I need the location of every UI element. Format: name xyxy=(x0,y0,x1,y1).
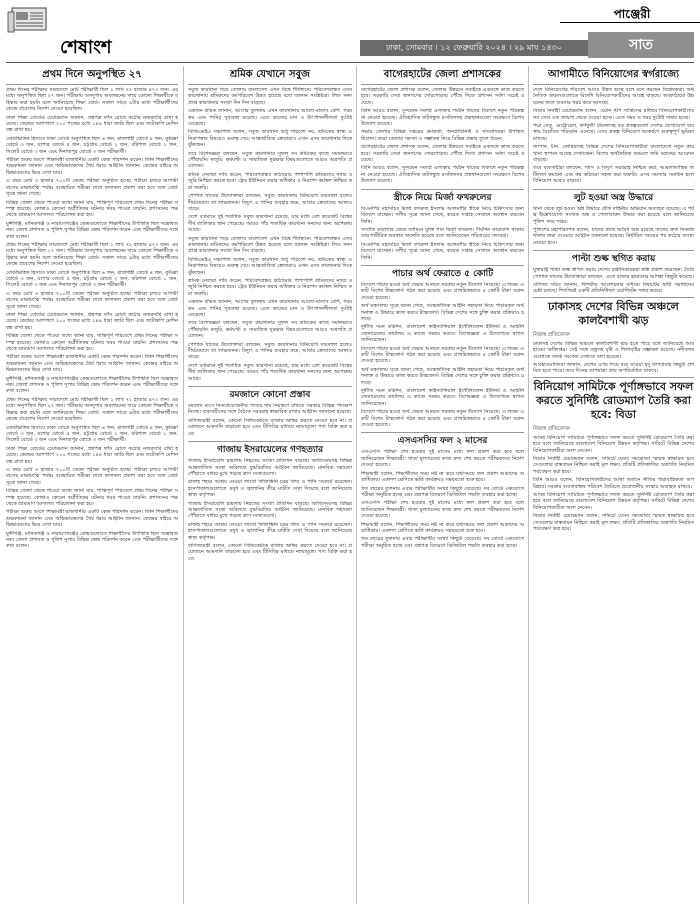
article-paragraph: শিক্ষামন্ত্রী বলেন, শিক্ষার্থীদের সময় নষ্ট না করে যথাসময়ে ফল প্রকাশ আমাদের অগ্রাধিকার। একাদশ শ্রেণিতে ভর্তি কার্যক্রমও সময়মতো শুরু হবে। xyxy=(361,470,524,484)
article-paragraph: যুক্তরাষ্ট্র পাল্টা শুল্ক স্থগিত করায় দেশের রপ্তানিকারকরা স্বস্তি প্রকাশ করেছেন। তৈরি পোশাক খাতের উদ্যোক্তারা বলছেন, এতে বাজার হারানোর আশঙ্কা কিছুটা কমেছে। xyxy=(533,267,694,280)
article-subheadline: এসএসসির ফল ২ মাসের xyxy=(361,432,524,447)
article-paragraph: পোশাক খাতের উদ্যোক্তারা বলছেন, সবুজ কারখানায় বিনিয়োগ ব্যয়বহুল হলেও দীর্ঘমেয়াদে তা লাভজনক। বিদ্যুৎ ও পানির ব্যবহার কমে, আবার ক্রেতাদের আস্থাও বাড়ে। xyxy=(188,341,352,361)
article-paragraph: প্রথম দিনের পরীক্ষায় সারাদেশে মোট পরীক্ষার্থী ছিল ১ লাখ ৭২ হাজার ৪৭৩ জন। এর মধ্যে অনুপস্থিত ছিল ২৭ জন। পরীক্ষায় অসদুপায় অবলম্বনের দায়ে কোনো শিক্ষার্থীকে বহিষ্কার করা হয়নি বলে জানিয়েছে শিক্ষা বোর্ড। সকাল সাড়ে ৯টার মধ্যে পরীক্ষার্থীদের কেন্দ্রে প্রবেশের নির্দেশ দেওয়া হয়েছিল। xyxy=(6,87,178,113)
article-paragraph: তিনি আরও বলেন, সুন্দরবন সংলগ্ন এলাকায় পর্যটন খাতের বিকাশে নতুন পরিকল্পনা নেওয়া হয়েছে। ঐতিহাসিক ষাটগম্বুজ মসজিদসহ প্রত্নস্থানগুলো সংরক্ষণে বিশেষ উদ্যোগ রয়েছে। xyxy=(361,108,524,128)
article-paragraph: বিদেশে পাচার হওয়া অর্থ ফেরত আনতে সরকার নতুন উদ্যোগ নিয়েছে। এ লক্ষ্যে একটি বিশেষ টাস্কফোর্স গঠন করা হয়েছে এবং প্রাথমিকভাবে ৫ কোটি টাকা বরাদ্দ দেওয়া হয়েছে। xyxy=(361,409,524,429)
page-header xyxy=(0,0,700,62)
article-paragraph: শিক্ষামন্ত্রী বলেন, শিক্ষার্থীদের সময় নষ্ট না করে যথাসময়ে ফল প্রকাশ আমাদের অগ্রাধিকার। একাদশ শ্রেণিতে ভর্তি কার্যক্রমও সময়মতো শুরু হবে। xyxy=(361,521,524,534)
article-paragraph: পোশাক খাতের উদ্যোক্তারা বলছেন, সবুজ কারখানায় বিনিয়োগ ব্যয়বহুল হলেও দীর্ঘমেয়াদে তা লাভজনক। বিদ্যুৎ ও পানির ব্যবহার কমে, আবার ক্রেতাদের আস্থাও বাড়ে। xyxy=(188,193,352,212)
article-paragraph: বিজিএমইএ সভাপতি বলেন, সবুজ কারখানা শুধু পরিবেশ নয়, শ্রমিকের স্বাস্থ্য ও নিরাপত্তার বিষয়েও গুরুত্ব দেয়। আন্তর্জাতিক ক্রেতারাও এখন এসব কারখানার দিকে ঝুঁকছেন। xyxy=(188,256,352,276)
article-paragraph: গত বছরের তুলনায় এবার পরীক্ষার্থীর সংখ্যা কিছুটা বেড়েছে। সব বোর্ডে একযোগে পরীক্ষা অনুষ্ঠিত হচ্ছে এবং প্রশ্নপত্র বিতরণে ডিজিটাল পদ্ধতি ব্যবহার করা হচ্ছে। xyxy=(361,485,524,498)
dateline: ঢাকা, সোমবার । ১২ ফেব্রুয়ারি ২০২৪ । ২৯ মাঘ ১৪৩০ xyxy=(360,40,588,56)
article-paragraph: বিএনপির মহাসচিব মির্জা ফখরুল ইসলাম আলমগীর স্ত্রীকে নিয়ে চিকিৎসার জন্য বিদেশে যাচ্ছেন। দলীয় সূত্রে জানা গেছে, কয়েক সপ্তাহ সেখানে অবস্থান করবেন তিনি। xyxy=(361,241,524,261)
article-paragraph: এসএসসি পরীক্ষা শেষ হওয়ার দুই মাসের মধ্যে ফল প্রকাশ করা হবে বলে জানিয়েছেন শিক্ষামন্ত্রী। খাতা মূল্যায়নের কাজ দ্রুত শেষ করতে পরীক্ষকদের নির্দেশ দেওয়া হয়েছে। xyxy=(361,449,524,469)
article-paragraph: মুন্সীগঞ্জ, মানিকগঞ্জ ও নারায়ণগঞ্জের কেন্দ্রগুলোতে শিক্ষার্থীদের উপস্থিতি ছিল সন্তোষজনক। জেলা প্রশাসক ও পুলিশ সুপার বিভিন্ন কেন্দ্র পরিদর্শন করেন এবং পরীক্ষার্থীদের সঙ্গে কথা বলেন। xyxy=(6,220,178,240)
article-byline: নিজস্ব প্রতিবেদক xyxy=(533,425,570,432)
article-paragraph: সম্প্রতি কারাগার থেকে জামিনে মুক্তি পান মির্জা ফখরুল। দীর্ঘদিন কারাবন্দি থাকায় তার শারীরিক অবস্থার অবনতি হয়েছে বলে জানিয়েছেন পরিবারের সদস্যরা। xyxy=(361,226,524,240)
brand-divider xyxy=(560,22,700,23)
article-paragraph: বাণিজ্যমন্ত্রী বলেন, কোনো সিন্ডিকেটকে বাজার অস্থির করতে দেওয়া হবে না। প্রয়োজনে আমদানি বাড়ানো হবে এবং টিসিবির মাধ্যমে ন্যায্যমূল্যে পণ্য বিক্রি করা হবে। xyxy=(188,417,352,437)
article-paragraph: শ্রমিক নেতারা দাবি করেন, পরিবেশবান্ধব কাঠামোর পাশাপাশি শ্রমিকদের ন্যায্য মজুরি নিশ্চিত করতে হবে। ট্রেড ইউনিয়ন করার অধিকার ও নিরাপদ কর্মস্থল নিশ্চিত করা জরুরি। xyxy=(188,171,352,191)
article-column-4 xyxy=(533,66,694,904)
article-headline: শ্রমিক যেখানে সবুজ xyxy=(188,68,352,85)
article-paragraph: এ বছর মোট ৩ হাজার ৭০০টি কেন্দ্রে পরীক্ষা অনুষ্ঠিত হচ্ছে। পরীক্ষা চলবে আগামী মাসের মাঝামাঝি পর্যন্ত। ব্যবহারিক পরীক্ষা শেষে ফলাফল প্রকাশ করা হবে বলে বোর্ড সূত্রে জানা গেছে। xyxy=(6,466,178,486)
article-paragraph: প্রথম দিনের পরীক্ষায় সারাদেশে মোট পরীক্ষার্থী ছিল ১ লাখ ৭২ হাজার ৪৭৩ জন। এর মধ্যে অনুপস্থিত ছিল ২৭ জন। পরীক্ষায় অসদুপায় অবলম্বনের দায়ে কোনো শিক্ষার্থীকে বহিষ্কার করা হয়নি বলে জানিয়েছে শিক্ষা বোর্ড। সকাল সাড়ে ৯টার মধ্যে পরীক্ষার্থীদের কেন্দ্রে প্রবেশের নির্দেশ দেওয়া হয়েছিল। xyxy=(6,241,178,268)
article-byline: নিজস্ব প্রতিবেদক xyxy=(533,331,570,338)
article-paragraph: বিজিএমইএ সভাপতি বলেন, সবুজ কারখানা শুধু পরিবেশ নয়, শ্রমিকের স্বাস্থ্য ও নিরাপত্তার বিষয়েও গুরুত্ব দেয়। আন্তর্জাতিক ক্রেতারাও এখন এসব কারখানার দিকে ঝুঁকছেন। xyxy=(188,129,352,149)
article-paragraph: ঢাকা শিক্ষা বোর্ডের চেয়ারম্যান জানান, প্রশ্নপত্র ফাঁস রোধে কঠোর নজরদারি রাখা হয়েছে। কেন্দ্রের আশপাশে ২০০ গজের মধ্যে ১৪৪ ধারা জারি ছিল এবং ফটোকপি মেশিন বন্ধ রাখা হয়। xyxy=(6,114,178,134)
article-paragraph: বিদেশে পাচার হওয়া অর্থ ফেরত আনতে সরকার নতুন উদ্যোগ নিয়েছে। এ লক্ষ্যে একটি বিশেষ টাস্কফোর্স গঠন করা হয়েছে এবং প্রাথমিকভাবে ৫ কোটি টাকা বরাদ্দ দেওয়া হয়েছে। xyxy=(361,345,524,365)
article-paragraph: একজন শ্রমিক জানান, আগের তুলনায় এখন কারখানায় আলো-বাতাস বেশি, গরম কম এবং পানির সুব্যবস্থা রয়েছে। এতে কাজের মান ও উৎপাদনশীলতা দুটোই বেড়েছে। xyxy=(188,299,352,318)
article-paragraph: বিভিন্ন জেলা থেকে পাওয়া তথ্যে জানা যায়, শান্তিপূর্ণ পরিবেশে প্রথম দিনের পরীক্ষা সম্পন্ন হয়েছে। কোথাও কোনো অপ্রীতিকর ঘটনার খবর পাওয়া যায়নি। প্রশাসনের পক্ষ থেকে ভ্রাম্যমাণ আদালত পরিচালনা করা হয়। xyxy=(6,488,178,507)
article-paragraph: আসন্ন বিনিয়োগ সামিটকে পূর্ণাঙ্গভাবে সফল করতে সুনির্দিষ্ট রোডম্যাপ তৈরি করা হবে বলে জানিয়েছে বাংলাদেশ বিনিয়োগ উন্নয়ন কর্তৃপক্ষ। সামিটে বিভিন্ন দেশের বিনিয়োগকারীরা অংশ নেবেন। xyxy=(533,434,694,454)
article-paragraph: এসএসসি পরীক্ষা শেষ হওয়ার দুই মাসের মধ্যে ফল প্রকাশ করা হবে বলে জানিয়েছেন শিক্ষামন্ত্রী। খাতা মূল্যায়নের কাজ দ্রুত শেষ করতে পরীক্ষকদের নির্দেশ দেওয়া হয়েছে। xyxy=(361,500,524,520)
article-paragraph: এ বছর মোট ৩ হাজার ৭০০টি কেন্দ্রে পরীক্ষা অনুষ্ঠিত হচ্ছে। পরীক্ষা চলবে আগামী মাসের মাঝামাঝি পর্যন্ত। ব্যবহারিক পরীক্ষা শেষে ফলাফল প্রকাশ করা হবে বলে বোর্ড সূত্রে জানা গেছে। xyxy=(6,178,178,198)
article-paragraph: সভায় জেলার বিভিন্ন দপ্তরের কর্মকর্তা, জনপ্রতিনিধি ও সাংবাদিকরা উপস্থিত ছিলেন। তারা জেলার সমস্যা ও সম্ভাবনা নিয়ে বিভিন্ন প্রস্তাব তুলে ধরেন। xyxy=(361,129,524,142)
article-paragraph: বিদেশে পাচার হওয়া অর্থ ফেরত আনতে সরকার নতুন উদ্যোগ নিয়েছে। এ লক্ষ্যে একটি বিশেষ টাস্কফোর্স গঠন করা হয়েছে এবং প্রাথমিকভাবে ৫ কোটি টাকা বরাদ্দ দেওয়া হয়েছে। xyxy=(361,281,524,301)
article-paragraph: দুর্নীতি দমন কমিশন, বাংলাদেশ ফাইন্যান্সিয়াল ইন্টেলিজেন্স ইউনিট ও অ্যাটর্নি জেনারেলের কার্যালয় এ কাজে সমন্বয় করবে। বিশেষজ্ঞরা এ উদ্যোগকে স্বাগত জানিয়েছেন। xyxy=(361,388,524,407)
article-paragraph: দেশে বিনিয়োগের পরিবেশ আরও উন্নত হচ্ছে বলে মনে করছেন বিশ্লেষকরা। অর্থনৈতিক অঞ্চলগুলোতে বিদেশি বিনিয়োগকারীদের আগ্রহ বাড়ছে। অবকাঠামো উন্নয়নের ফলে ব্যবসার খরচ কমে আসছে। xyxy=(533,87,694,106)
article-paragraph: পদ্মা সেতু, মেট্রোরেল, কর্ণফুলী টানেলসহ বড় প্রকল্পগুলো দেশের যোগাযোগ ব্যবস্থায় বৈপ্লবিক পরিবর্তন এনেছে। এসব প্রকল্প বিনিয়োগ আকর্ষণে গুরুত্বপূর্ণ ভূমিকা রাখছে। xyxy=(533,123,694,142)
article-column-3 xyxy=(361,66,524,904)
article-paragraph: একজন শ্রমিক জানান, আগের তুলনায় এখন কারখানায় আলো-বাতাস বেশি, গরম কম এবং পানির সুব্যবস্থা রয়েছে। এতে কাজের মান ও উৎপাদনশীলতা দুটোই বেড়েছে। xyxy=(188,108,352,128)
article-paragraph: রাফাহ শহরে আশ্রয় নেওয়া লাখো ফিলিস্তিনি চরম খাদ্য ও পানি সংকটে রয়েছেন। হাসপাতালগুলোতে ওষুধ ও জ্বালানির তীব্র ঘাটতি দেখা দিয়েছে বলে জানিয়েছে স্বাস্থ্য কর্তৃপক্ষ। xyxy=(188,521,352,541)
article-paragraph: বিডার নির্বাহী চেয়ারম্যান বলেন, সামিটে যেসব সমঝোতা স্মারক স্বাক্ষরিত হবে সেগুলোর বাস্তবায়ন নিশ্চিত করাই মূল লক্ষ্য। প্রতিটি প্রতিশ্রুতির অগ্রগতি নিয়মিত পর্যবেক্ষণ করা হবে। xyxy=(533,513,694,533)
column-divider xyxy=(183,66,184,904)
article-subheadline: পাল্টা শুল্ক স্থগিত করায় xyxy=(533,250,694,265)
article-paragraph: পরীক্ষা শুরুর আগে শিক্ষামন্ত্রী রাজধানীর একটি কেন্দ্র পরিদর্শন করেন। তিনি শিক্ষার্থীদের শুভকামনা জানান এবং অভিভাবকদের ধৈর্য ধরার আহ্বান জানান। কেন্দ্রের বাইরে অভিভাবকদের ভিড় দেখা যায়। xyxy=(6,509,178,529)
article-paragraph: আবহাওয়াবিদরা জানান, দেশের ওপর দিয়ে বয়ে যাওয়া মৃদু তাপপ্রবাহ কিছুটা প্রশমিত হতে পারে। তবে দিনের তাপমাত্রা প্রায় অপরিবর্তিত থাকবে। xyxy=(533,361,694,375)
article-paragraph: ঢাকা শিক্ষা বোর্ডের চেয়ারম্যান জানান, প্রশ্নপত্র ফাঁস রোধে কঠোর নজরদারি রাখা হয়েছে। কেন্দ্রের আশপাশে ২০০ গজের মধ্যে ১৪৪ ধারা জারি ছিল এবং ফটোকপি মেশিন বন্ধ রাখা হয়। xyxy=(6,312,178,331)
article-column-2 xyxy=(188,66,352,904)
article-paragraph: প্রথম দিনের পরীক্ষায় সারাদেশে মোট পরীক্ষার্থী ছিল ১ লাখ ৭২ হাজার ৪৭৩ জন। এর মধ্যে অনুপস্থিত ছিল ২৭ জন। পরীক্ষায় অসদুপায় অবলম্বনের দায়ে কোনো শিক্ষার্থীকে বহিষ্কার করা হয়নি বলে জানিয়েছে শিক্ষা বোর্ড। সকাল সাড়ে ৯টার মধ্যে পরীক্ষার্থীদের কেন্দ্রে প্রবেশের নির্দেশ দেওয়া হয়েছিল। xyxy=(6,396,178,423)
article-paragraph: বিডার নির্বাহী চেয়ারম্যান বলেন, সামিটে যেসব সমঝোতা স্মারক স্বাক্ষরিত হবে সেগুলোর বাস্তবায়ন নিশ্চিত করাই মূল লক্ষ্য। প্রতিটি প্রতিশ্রুতির অগ্রগতি নিয়মিত পর্যবেক্ষণ করা হবে। xyxy=(533,456,694,475)
article-subheadline: পাচার অর্থ ফেরাতে ৫ কোটি xyxy=(361,265,524,280)
masthead-brand: পাঞ্জেরী xyxy=(613,7,651,21)
article-subheadline: লুট হওয়া অস্ত্র উদ্ধারে xyxy=(533,189,694,204)
article-paragraph: তিনি আরও বলেন, সুন্দরবন সংলগ্ন এলাকায় পর্যটন খাতের বিকাশে নতুন পরিকল্পনা নেওয়া হয়েছে। ঐতিহাসিক ষাটগম্বুজ মসজিদসহ প্রত্নস্থানগুলো সংরক্ষণে বিশেষ উদ্যোগ রয়েছে। xyxy=(361,165,524,185)
article-paragraph: আসন্ন বিনিয়োগ সামিটকে পূর্ণাঙ্গভাবে সফল করতে সুনির্দিষ্ট রোডম্যাপ তৈরি করা হবে বলে জানিয়েছে বাংলাদেশ বিনিয়োগ উন্নয়ন কর্তৃপক্ষ। সামিটে বিভিন্ন দেশের বিনিয়োগকারীরা অংশ নেবেন। xyxy=(533,492,694,511)
header-divider xyxy=(6,62,694,63)
article-paragraph: ঢাকাসহ দেশের বিভিন্ন অঞ্চলে কালবৈশাখী ঝড় হতে পারে বলে জানিয়েছে আবহাওয়া অধিদপ্তর। সেই সঙ্গে বজ্রসহ বৃষ্টি ও শিলাবৃষ্টির সম্ভাবনা রয়েছে। নদীবন্দরগুলোকে সতর্ক সংকেত দেখাতে বলা হয়েছে। xyxy=(533,340,694,360)
article-paragraph: এ বছর মোট ৩ হাজার ৭০০টি কেন্দ্রে পরীক্ষা অনুষ্ঠিত হচ্ছে। পরীক্ষা চলবে আগামী মাসের মাঝামাঝি পর্যন্ত। ব্যবহারিক পরীক্ষা শেষে ফলাফল প্রকাশ করা হবে বলে বোর্ড সূত্রে জানা গেছে। xyxy=(6,290,178,310)
article-column-1 xyxy=(6,66,178,904)
article-headline: বাগেরহাটের জেলা প্রশাসকের xyxy=(361,68,524,85)
article-paragraph: মুন্সীগঞ্জ, মানিকগঞ্জ ও নারায়ণগঞ্জের কেন্দ্রগুলোতে শিক্ষার্থীদের উপস্থিতি ছিল সন্তোষজনক। জেলা প্রশাসক ও পুলিশ সুপার বিভিন্ন কেন্দ্র পরিদর্শন করেন এবং পরীক্ষার্থীদের সঙ্গে কথা বলেন। xyxy=(6,530,178,550)
article-paragraph: রাফাহ শহরে আশ্রয় নেওয়া লাখো ফিলিস্তিনি চরম খাদ্য ও পানি সংকটে রয়েছেন। হাসপাতালগুলোতে ওষুধ ও জ্বালানির তীব্র ঘাটতি দেখা দিয়েছে বলে জানিয়েছে স্বাস্থ্য কর্তৃপক্ষ। xyxy=(188,479,352,499)
article-paragraph: বিডার নির্বাহী চেয়ারম্যান বলেন, ওয়ান স্টপ সার্ভিসের মাধ্যমে বিনিয়োগকারীদের সব সেবা এক জায়গা থেকে দেওয়া হচ্ছে। এতে সময় ও খরচ দুটোই সাশ্রয় হচ্ছে। xyxy=(533,108,694,121)
article-paragraph: পুলিশের মহাপরিদর্শক বলেন, যাদের কাছে অবৈধ অস্ত্র রয়েছে তাদের দ্রুত নিকটস্থ থানায় জমা দেওয়ার আহ্বান জানানো হয়েছে। নির্ধারিত সময়ের পর কঠোর ব্যবস্থা নেওয়া হবে। xyxy=(533,226,694,246)
article-paragraph: সবুজ কারখানা গড়ে তোলায় বাংলাদেশ এখন বিশ্বে শীর্ষস্থানে। পরিবেশবান্ধব এসব কারখানায় শ্রমিকদের কর্মপরিবেশ উন্নত হয়েছে বলে জানান সংশ্লিষ্টরা। লিড সনদপ্রাপ্ত কারখানার সংখ্যা দিন দিন বাড়ছে। xyxy=(188,235,352,255)
article-paragraph: মুন্সীগঞ্জ, মানিকগঞ্জ ও নারায়ণগঞ্জের কেন্দ্রগুলোতে শিক্ষার্থীদের উপস্থিতি ছিল সন্তোষজনক। জেলা প্রশাসক ও পুলিশ সুপার বিভিন্ন কেন্দ্র পরিদর্শন করেন এবং পরীক্ষার্থীদের সঙ্গে কথা বলেন। xyxy=(6,375,178,395)
column-divider xyxy=(528,66,529,904)
article-headline-large: বিনিয়োগ সামিটকে পূর্ণাঙ্গভাবে সফল করতে সুনির্দিষ্ট রোডম্যাপ তৈরি করা হবে: বিডা xyxy=(533,377,694,422)
article-paragraph: বোর্ডভিত্তিক হিসাবে ঢাকা বোর্ডে অনুপস্থিত ছিল ৬ জন, রাজশাহী বোর্ডে ৪ জন, কুমিল্লা বোর্ডে ৩ জন, যশোর বোর্ডে ৫ জন, চট্টগ্রাম বোর্ডে ২ জন, বরিশাল বোর্ডে ১ জন, সিলেট বোর্ডে ৩ জন এবং দিনাজপুর বোর্ডে ৩ জন পরীক্ষার্থী। xyxy=(6,135,178,155)
article-paragraph: দেশে বর্তমানে দুই শতাধিক সবুজ কারখানা রয়েছে, যার মধ্যে বেশ কয়েকটি বিশ্বের শীর্ষ তালিকায় স্থান পেয়েছে। আরও পাঁচ শতাধিক কারখানা সনদের জন্য অপেক্ষায় আছে। xyxy=(188,362,352,382)
newspaper-logo-icon xyxy=(6,4,54,34)
article-paragraph: বিভিন্ন জেলা থেকে পাওয়া তথ্যে জানা যায়, শান্তিপূর্ণ পরিবেশে প্রথম দিনের পরীক্ষা সম্পন্ন হয়েছে। কোথাও কোনো অপ্রীতিকর ঘটনার খবর পাওয়া যায়নি। প্রশাসনের পক্ষ থেকে ভ্রাম্যমাণ আদালত পরিচালনা করা হয়। xyxy=(6,199,178,219)
article-paragraph: অর্থ মন্ত্রণালয় সূত্রে জানা গেছে, আন্তর্জাতিক আইনি সহায়তা নিয়ে পাচারকৃত অর্থ শনাক্ত ও উদ্ধারে কাজ করবে টাস্কফোর্স। বিভিন্ন দেশের সঙ্গে চুক্তি করার প্রক্রিয়াও চলছে। xyxy=(361,303,524,322)
article-paragraph: তবে ব্যবসায়ীরা বলছেন, গ্যাস ও বিদ্যুৎ সরবরাহ নিশ্চিত করা, আমলাতান্ত্রিক জটিলতা কমানো এবং কর কাঠামো সহজ করা জরুরি। এসব সমস্যার সমাধান হলে বিনিয়োগ আরও বাড়বে। xyxy=(533,165,694,185)
article-paragraph: জাপান, চীন, কোরিয়াসহ বিভিন্ন দেশের বিনিয়োগকারীরা বাংলাদেশে নতুন কারখানা স্থাপনে আগ্রহ দেখাচ্ছেন। বিশেষ অর্থনৈতিক অঞ্চলে জমি বরাদ্দের আবেদন বাড়ছে। xyxy=(533,144,694,164)
page-label: সাত xyxy=(588,32,694,58)
article-paragraph: বাগেরহাটের জেলা প্রশাসক বলেন, জেলার উন্নয়নে সবাইকে একসঙ্গে কাজ করতে হবে। সরকারি সেবা জনগণের দোরগোড়ায় পৌঁছে দিতে প্রশাসন সর্বদা সচেষ্ট রয়েছে। xyxy=(361,144,524,164)
article-paragraph: ঢাকা শিক্ষা বোর্ডের চেয়ারম্যান জানান, প্রশ্নপত্র ফাঁস রোধে কঠোর নজরদারি রাখা হয়েছে। কেন্দ্রের আশপাশে ২০০ গজের মধ্যে ১৪৪ ধারা জারি ছিল এবং ফটোকপি মেশিন বন্ধ রাখা হয়। xyxy=(6,445,178,465)
article-paragraph: দুর্নীতি দমন কমিশন, বাংলাদেশ ফাইন্যান্সিয়াল ইন্টেলিজেন্স ইউনিট ও অ্যাটর্নি জেনারেলের কার্যালয় এ কাজে সমন্বয় করবে। বিশেষজ্ঞরা এ উদ্যোগকে স্বাগত জানিয়েছেন। xyxy=(361,324,524,344)
article-paragraph: বোর্ডভিত্তিক হিসাবে ঢাকা বোর্ডে অনুপস্থিত ছিল ৬ জন, রাজশাহী বোর্ডে ৪ জন, কুমিল্লা বোর্ডে ৩ জন, যশোর বোর্ডে ৫ জন, চট্টগ্রাম বোর্ডে ২ জন, বরিশাল বোর্ডে ১ জন, সিলেট বোর্ডে ৩ জন এবং দিনাজপুর বোর্ডে ৩ জন পরীক্ষার্থী। xyxy=(6,269,178,289)
article-paragraph: তবে বিশেষজ্ঞরা বলছেন, সবুজ কারখানার সুফল সব শ্রমিকের কাছে সমানভাবে পৌঁছায়নি। মজুরি, কর্মঘণ্টা ও সামাজিক সুরক্ষার বিষয়গুলোতে আরও অগ্রগতি প্রয়োজন। xyxy=(188,320,352,340)
article-paragraph: তিনি আরও বলেন, বিনিয়োগকারীদের আস্থা অর্জনে নীতির ধারাবাহিকতা অপরিহার্য। সরকার ব্যবসাবান্ধব পরিবেশ তৈরিতে প্রয়োজনীয় সংস্কার অব্যাহত রাখবে। xyxy=(533,477,694,490)
article-subheadline: গাজায় ইসরায়েলের গণহত্যার xyxy=(188,441,352,456)
article-subheadline: রমজানে কোনো প্রস্তাব xyxy=(188,386,352,401)
article-paragraph: দেশে বর্তমানে দুই শতাধিক সবুজ কারখানা রয়েছে, যার মধ্যে বেশ কয়েকটি বিশ্বের শীর্ষ তালিকায় স্থান পেয়েছে। আরও পাঁচ শতাধিক কারখানা সনদের জন্য অপেক্ষায় আছে। xyxy=(188,214,352,234)
article-paragraph: বাণিজ্য সচিব জানান, দ্বিপক্ষীয় আলোচনার মাধ্যমে বিষয়টির স্থায়ী সমাধানের চেষ্টা চলছে। শিগগিরই একটি প্রতিনিধিদল ওয়াশিংটন সফর করবে। xyxy=(533,281,694,295)
column-divider xyxy=(356,66,357,904)
article-paragraph: বোর্ডভিত্তিক হিসাবে ঢাকা বোর্ডে অনুপস্থিত ছিল ৬ জন, রাজশাহী বোর্ডে ৪ জন, কুমিল্লা বোর্ডে ৩ জন, যশোর বোর্ডে ৫ জন, চট্টগ্রাম বোর্ডে ২ জন, বরিশাল বোর্ডে ১ জন, সিলেট বোর্ডে ৩ জন এবং দিনাজপুর বোর্ডে ৩ জন পরীক্ষার্থী। xyxy=(6,424,178,444)
article-headline: প্রথম দিনে অনুপস্থিত ২৭ xyxy=(6,68,178,85)
article-paragraph: বিএনপির মহাসচিব মির্জা ফখরুল ইসলাম আলমগীর স্ত্রীকে নিয়ে চিকিৎসার জন্য বিদেশে যাচ্ছেন। দলীয় সূত্রে জানা গেছে, কয়েক সপ্তাহ সেখানে অবস্থান করবেন তিনি। xyxy=(361,205,524,225)
article-paragraph: বাণিজ্যমন্ত্রী বলেন, কোনো সিন্ডিকেটকে বাজার অস্থির করতে দেওয়া হবে না। প্রয়োজনে আমদানি বাড়ানো হবে এবং টিসিবির মাধ্যমে ন্যায্যমূল্যে পণ্য বিক্রি করা হবে। xyxy=(188,542,352,562)
article-paragraph: পরীক্ষা শুরুর আগে শিক্ষামন্ত্রী রাজধানীর একটি কেন্দ্র পরিদর্শন করেন। তিনি শিক্ষার্থীদের শুভকামনা জানান এবং অভিভাবকদের ধৈর্য ধরার আহ্বান জানান। কেন্দ্রের বাইরে অভিভাবকদের ভিড় দেখা যায়। xyxy=(6,354,178,374)
article-paragraph: তবে বিশেষজ্ঞরা বলছেন, সবুজ কারখানার সুফল সব শ্রমিকের কাছে সমানভাবে পৌঁছায়নি। মজুরি, কর্মঘণ্টা ও সামাজিক সুরক্ষার বিষয়গুলোতে আরও অগ্রগতি প্রয়োজন। xyxy=(188,150,352,170)
article-paragraph: শ্রমিক নেতারা দাবি করেন, পরিবেশবান্ধব কাঠামোর পাশাপাশি শ্রমিকদের ন্যায্য মজুরি নিশ্চিত করতে হবে। ট্রেড ইউনিয়ন করার অধিকার ও নিরাপদ কর্মস্থল নিশ্চিত করা জরুরি। xyxy=(188,277,352,297)
article-paragraph: বিভিন্ন জেলা থেকে পাওয়া তথ্যে জানা যায়, শান্তিপূর্ণ পরিবেশে প্রথম দিনের পরীক্ষা সম্পন্ন হয়েছে। কোথাও কোনো অপ্রীতিকর ঘটনার খবর পাওয়া যায়নি। প্রশাসনের পক্ষ থেকে ভ্রাম্যমাণ আদালত পরিচালনা করা হয়। xyxy=(6,333,178,353)
article-subheadline: স্ত্রীকে নিয়ে মির্জা ফখরুলের xyxy=(361,189,524,204)
article-paragraph: রমজান মাসে নিত্যপ্রয়োজনীয় পণ্যের দাম নিয়ন্ত্রণে রাখতে সরকার বিভিন্ন পদক্ষেপ নিচ্ছে। ব্যবসায়ীদের সঙ্গে বৈঠকে সরবরাহ স্বাভাবিক রাখার আহ্বান জানানো হয়েছে। xyxy=(188,403,352,416)
article-headline: আগামীতে বিনিয়োগের স্বর্গরাজ্যে xyxy=(533,68,694,85)
article-paragraph: গাজায় ইসরায়েলি হামলায় নিহতের সংখ্যা প্রতিদিন বাড়ছে। জাতিসংঘসহ বিভিন্ন আন্তর্জাতিক সংস্থা অবিলম্বে যুদ্ধবিরতির আহ্বান জানিয়েছে। মানবিক সহায়তা পৌঁছাতে বাধার মুখে পড়ছে ত্রাণ সংস্থাগুলো। xyxy=(188,500,352,520)
article-paragraph: অর্থ মন্ত্রণালয় সূত্রে জানা গেছে, আন্তর্জাতিক আইনি সহায়তা নিয়ে পাচারকৃত অর্থ শনাক্ত ও উদ্ধারে কাজ করবে টাস্কফোর্স। বিভিন্ন দেশের সঙ্গে চুক্তি করার প্রক্রিয়াও চলছে। xyxy=(361,366,524,386)
article-paragraph: বাগেরহাটের জেলা প্রশাসক বলেন, জেলার উন্নয়নে সবাইকে একসঙ্গে কাজ করতে হবে। সরকারি সেবা জনগণের দোরগোড়ায় পৌঁছে দিতে প্রশাসন সর্বদা সচেষ্ট রয়েছে। xyxy=(361,87,524,106)
section-title: শেষাংশ xyxy=(60,37,112,58)
article-paragraph: সবুজ কারখানা গড়ে তোলায় বাংলাদেশ এখন বিশ্বে শীর্ষস্থানে। পরিবেশবান্ধব এসব কারখানায় শ্রমিকদের কর্মপরিবেশ উন্নত হয়েছে বলে জানান সংশ্লিষ্টরা। লিড সনদপ্রাপ্ত কারখানার সংখ্যা দিন দিন বাড়ছে। xyxy=(188,87,352,106)
article-paragraph: পরীক্ষা শুরুর আগে শিক্ষামন্ত্রী রাজধানীর একটি কেন্দ্র পরিদর্শন করেন। তিনি শিক্ষার্থীদের শুভকামনা জানান এবং অভিভাবকদের ধৈর্য ধরার আহ্বান জানান। কেন্দ্রের বাইরে অভিভাবকদের ভিড় দেখা যায়। xyxy=(6,157,178,176)
article-paragraph: গত বছরের তুলনায় এবার পরীক্ষার্থীর সংখ্যা কিছুটা বেড়েছে। সব বোর্ডে একযোগে পরীক্ষা অনুষ্ঠিত হচ্ছে এবং প্রশ্নপত্র বিতরণে ডিজিটাল পদ্ধতি ব্যবহার করা হচ্ছে। xyxy=(361,536,524,549)
article-headline-large: ঢাকাসহ দেশের বিভিন্ন অঞ্চলে কালবৈশাখী ঝড় xyxy=(533,297,694,328)
article-paragraph: থানা থেকে লুট হওয়া অস্ত্র উদ্ধারে যৌথ বাহিনীর অভিযান অব্যাহত রয়েছে। এ পর্যন্ত উল্লেখযোগ্য সংখ্যক অস্ত্র ও গোলাবারুদ উদ্ধার করা হয়েছে বলে জানিয়েছে পুলিশ সদর দপ্তর। xyxy=(533,205,694,225)
article-paragraph: গাজায় ইসরায়েলি হামলায় নিহতের সংখ্যা প্রতিদিন বাড়ছে। জাতিসংঘসহ বিভিন্ন আন্তর্জাতিক সংস্থা অবিলম্বে যুদ্ধবিরতির আহ্বান জানিয়েছে। মানবিক সহায়তা পৌঁছাতে বাধার মুখে পড়ছে ত্রাণ সংস্থাগুলো। xyxy=(188,458,352,477)
